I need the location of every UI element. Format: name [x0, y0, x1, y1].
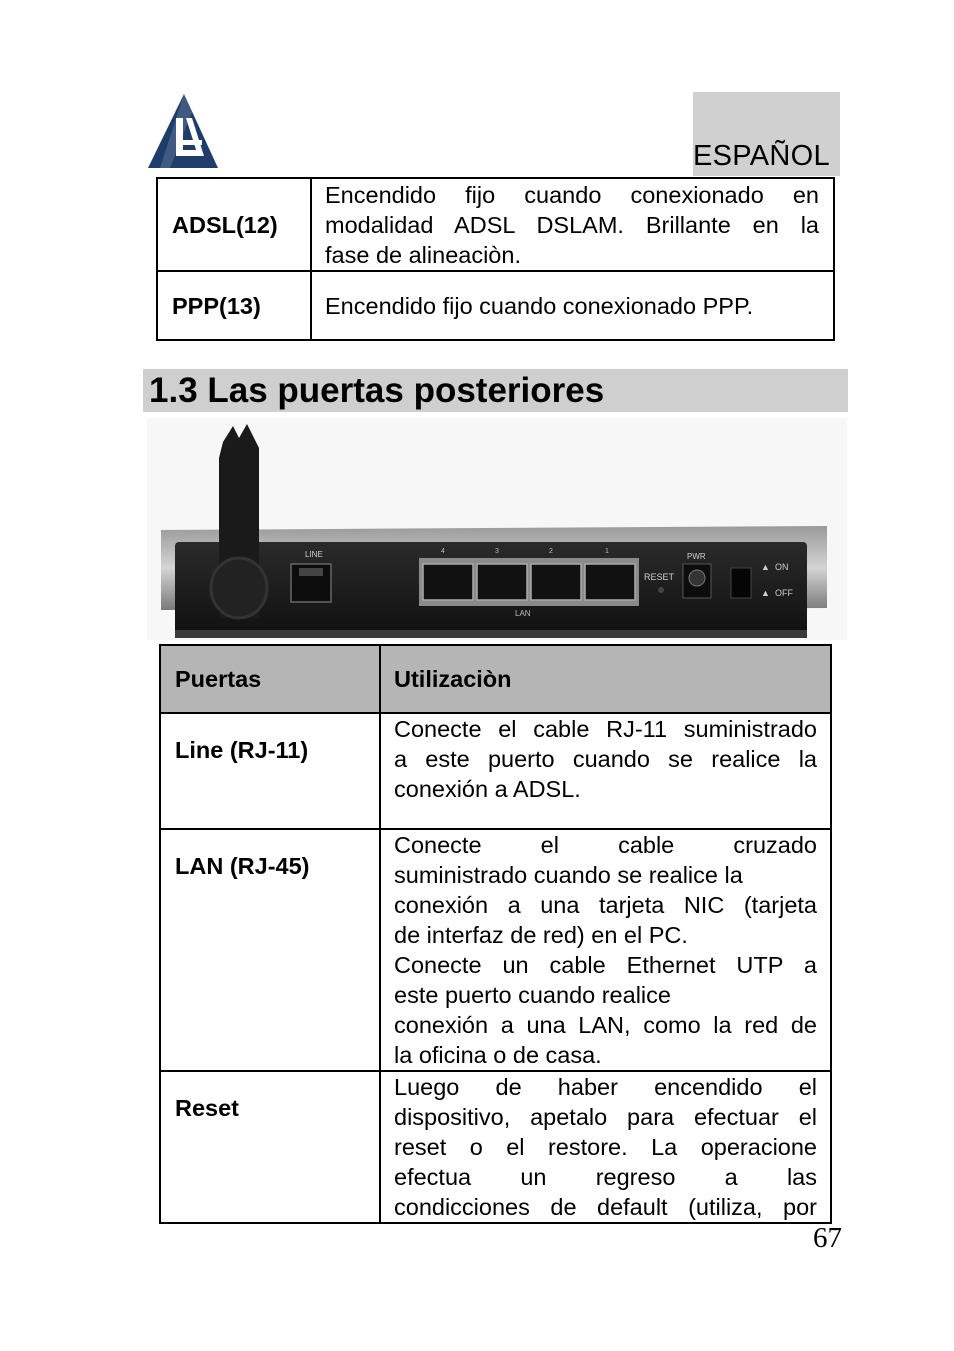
reset-label: RESET	[644, 572, 675, 582]
table-header-row	[160, 645, 831, 713]
text-line: dispositivo, apetalo para efectuar el	[394, 1104, 817, 1130]
off-label: OFF	[775, 588, 793, 598]
text-line: conexión a una LAN, como la red de	[394, 1012, 817, 1038]
port-description	[380, 829, 831, 1071]
text-line: fase de alineaciòn.	[325, 242, 521, 268]
text-line: a este puerto cuando se realice la	[394, 746, 817, 772]
table-row	[160, 829, 831, 1071]
text-line: de interfaz de red) en el PC.	[394, 922, 688, 948]
text-line: Luego de haber encendido el	[394, 1074, 817, 1100]
text-line: modalidad ADSL DSLAM. Brillante en la	[325, 212, 819, 238]
language-label: ESPAÑOL	[693, 140, 830, 172]
led-status-table	[156, 177, 835, 341]
svg-text:▲: ▲	[761, 562, 770, 572]
lan-port-number: 3	[495, 548, 499, 555]
text-line: Encendido fijo cuando conexionado en	[325, 182, 819, 208]
text-line: reset o el restore. La operacione	[394, 1134, 817, 1160]
text-line: suministrado cuando se realice la	[394, 862, 743, 888]
port-label: LAN (RJ-45)	[160, 829, 380, 1071]
led-description	[311, 178, 834, 271]
rear-ports-table	[159, 644, 832, 1224]
column-header-port: Puertas	[160, 645, 380, 713]
text-line: conexión a una tarjeta NIC (tarjeta	[394, 892, 817, 918]
text-line: Encendido fijo cuando conexionado PPP.	[325, 292, 754, 319]
led-label: PPP(13)	[157, 271, 311, 340]
table-row	[160, 1071, 831, 1223]
atlantis-triangle-logo-icon	[146, 92, 220, 170]
port-description	[380, 713, 831, 829]
port-description	[380, 1071, 831, 1223]
table-row	[157, 178, 834, 271]
port-label: Line (RJ-11)	[160, 713, 380, 829]
section-title: 1.3 Las puertas posteriores	[149, 371, 605, 410]
text-line: Conecte un cable Ethernet UTP a	[394, 952, 817, 978]
lan-port-number: 1	[605, 548, 609, 555]
text-line: la oficina o de casa.	[394, 1042, 602, 1068]
lan-port-number: 4	[441, 548, 445, 555]
text-line: efectua un regreso a las	[394, 1164, 817, 1190]
router-rear-panel-photo	[147, 418, 847, 640]
port-label: Reset	[160, 1071, 380, 1223]
on-label: ON	[775, 562, 789, 572]
line-port-label: LINE	[305, 550, 323, 559]
table-row	[157, 271, 834, 340]
lan-port-number: 2	[549, 548, 553, 555]
svg-text:▲: ▲	[761, 588, 770, 598]
text-line: este puerto cuando realice	[394, 982, 671, 1008]
text-line: conexión a ADSL.	[394, 776, 581, 802]
text-line: Conecte el cable cruzado	[394, 832, 817, 858]
led-label: ADSL(12)	[157, 178, 311, 271]
text-line: condicciones de default (utiliza, por	[394, 1194, 817, 1220]
pwr-label: PWR	[687, 552, 706, 561]
table-row	[160, 713, 831, 829]
led-description	[311, 271, 834, 340]
page-number: 67	[813, 1222, 842, 1254]
column-header-use: Utilizaciòn	[380, 645, 831, 713]
text-line: Conecte el cable RJ-11 suministrado	[394, 716, 817, 742]
lan-ports-label: LAN	[515, 609, 531, 618]
